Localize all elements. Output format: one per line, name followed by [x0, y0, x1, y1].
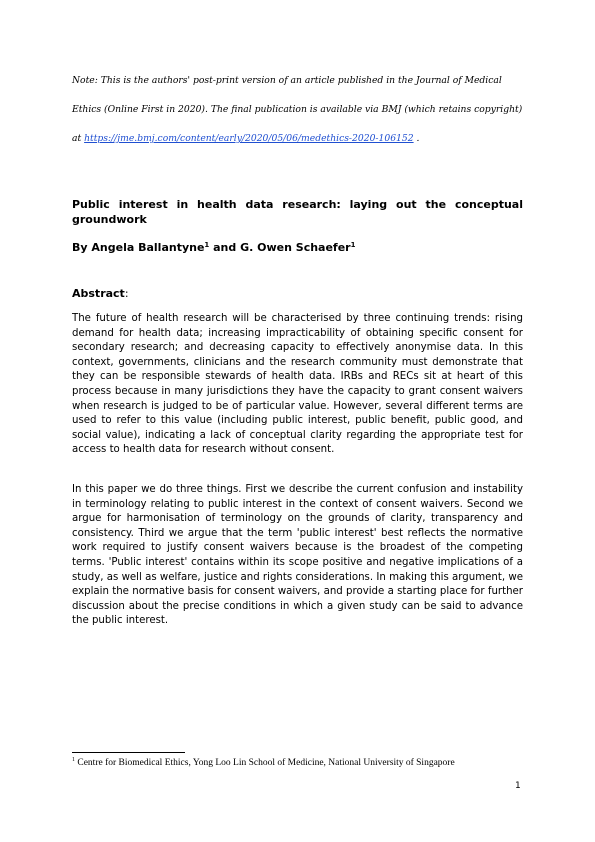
author-affiliation-mark-2: 1: [350, 241, 356, 249]
abstract-paragraph-2: In this paper we do three things. First we describe the current confusion and instability in terminology relating to public interest in the context of consent waivers. Second we argue for harmonisation of terminology on the grounds of clarity, transparency and consistency. Third we argue that the term 'public interest' best reflects the normative work required to justify consent waivers because is the broadest of the competing terms. 'Public interest' contains within its scope positive and negative implications of a study, as well as welfare, justice and rights considerations. In making this argument, we explain the normative basis for consent waivers, and provide a starting place for further discussion about the precise conditions in which a given study can be said to advance the public interest.: [72, 484, 523, 627]
abstract-heading-colon: :: [124, 287, 129, 300]
postprint-note-line-1: [72, 75, 532, 87]
author-name-1: Angela Ballantyne: [91, 241, 205, 254]
footnote-text: Centre for Biomedical Ethics, Yong Loo Lin School of Medicine, National University of Singapore: [75, 758, 455, 768]
author-line: [72, 240, 523, 255]
abstract-heading-label: Abstract: [72, 287, 125, 300]
postprint-note-suffix: .: [413, 133, 420, 144]
page-number: 1: [515, 781, 521, 791]
author-affiliation-mark-1: 1: [204, 241, 210, 249]
postprint-note-line-3: [72, 133, 532, 145]
postprint-note-text-2: Ethics (Online First in 2020). The final publication is available via BMJ (which retains copyright): [72, 104, 523, 115]
paper-title: Public interest in health data research: laying out the conceptual groundwork: [72, 198, 523, 226]
article-link[interactable]: https://jme.bmj.com/content/early/2020/05/06/medethics-2020-106152: [84, 133, 414, 144]
author-prefix: By: [72, 241, 92, 254]
abstract-paragraph-1: The future of health research will be characterised by three continuing trends: rising demand for health data; increasing impracticability of obtaining specific consent for secondary research; and decreasing capacity to effectively anonymise data. In this context, governments, clinicians and the research community must demonstrate that they can be responsible stewards of health data. IRBs and RECs sit at heart of this process because in many jurisdictions they have the capacity to grant consent waivers when research is judged to be of particular value. However, several different terms are used to refer to this value (including public interest, public benefit, public good, and social value), indicating a lack of conceptual clarity regarding the appropriate test for access to health data for research without consent.: [72, 313, 523, 456]
footnote-separator: [72, 752, 185, 753]
author-joiner: and: [209, 241, 241, 254]
postprint-note-text-1: Note: This is the authors' post-print version of an article published in the Journal of Medical: [72, 75, 502, 86]
author-name-2: G. Owen Schaefer: [240, 241, 351, 254]
footnote-mark: 1: [72, 757, 75, 763]
footnote: [72, 757, 532, 769]
postprint-note-line-2: [72, 104, 532, 116]
postprint-note-prefix: at: [72, 133, 85, 144]
abstract-heading: [72, 286, 129, 301]
